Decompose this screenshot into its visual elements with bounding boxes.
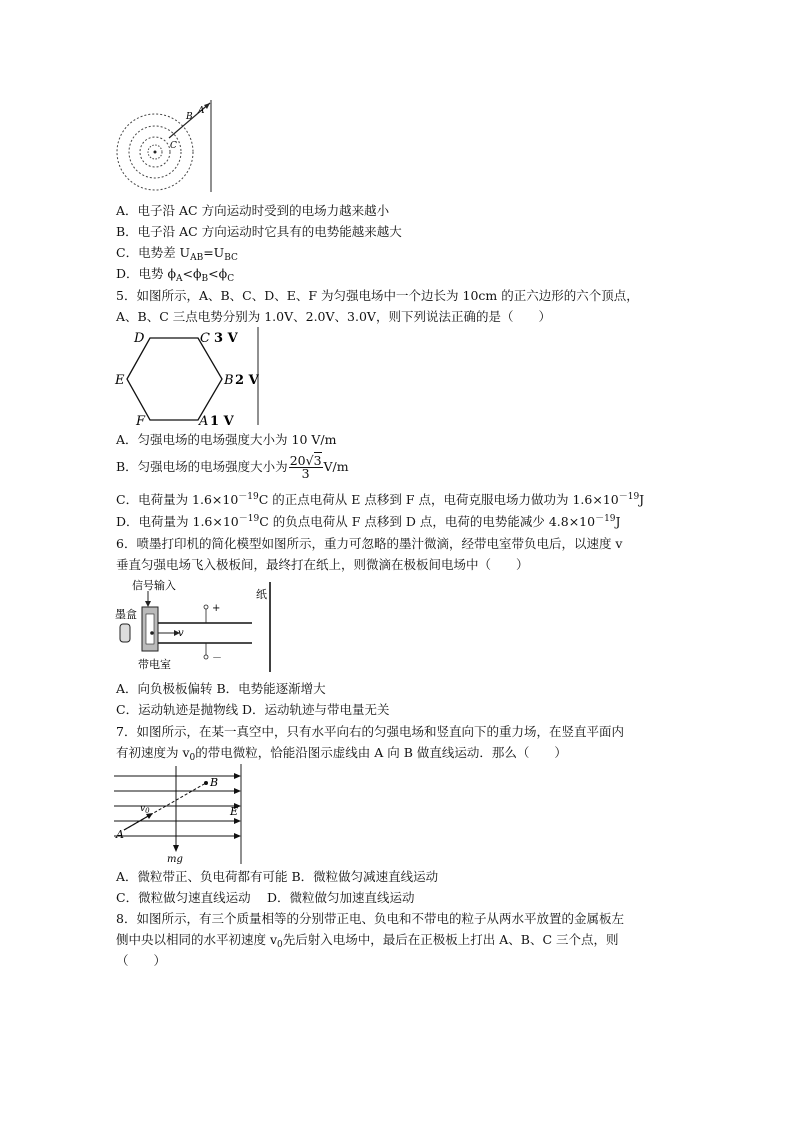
terminal [204,605,208,609]
arrow-head [145,601,151,607]
vertex-a: A [199,414,209,429]
subscript: AB [190,253,204,263]
chamber-slot [146,614,154,644]
exponent: －19 [238,514,260,524]
q7-options-ab: A．微粒带正、负电荷都有可能 B．微粒做匀减速直线运动 [116,869,439,884]
equipotential-diagram [114,100,214,195]
q6-options-cd: C．运动轨迹是抛物线 D．运动轨迹与带电量无关 [116,702,390,717]
exponent: －19 [238,492,259,502]
potential-a: 1 V [210,414,234,429]
q5-option-d [116,514,621,530]
q5-stem-line2: A、B、C 三点电势分别为 1.0V、2.0V、3.0V，则下列说法正确的是（ ） [116,309,551,324]
label-b: B [210,776,219,789]
label-a: A [116,828,124,841]
arrow-head [234,788,241,794]
vertex-c: C [200,331,210,346]
phi-symbol: ϕ [193,266,202,281]
label-minus: － [212,653,222,664]
subscript: 0 [189,753,196,763]
hexagon [127,338,222,420]
denominator: 3 [301,466,310,481]
label-velocity: v [178,628,184,639]
q7-stem-line2 [116,745,567,761]
arrow-head [234,818,241,824]
text: C 的正点电荷从 E 点移到 F 点，电荷克服电场力做功为 1.6×10 [258,492,619,507]
phi-symbol: ϕ [167,266,177,281]
coefficient: 20 [289,453,306,468]
fraction [289,455,323,480]
subscript: A [176,274,183,284]
numerator: 20√3 [289,453,322,468]
q8-stem-line1: 8．如图所示，有三个质量相等的分别带正电、负电和不带电的粒子从两水平放置的金属板左 [116,911,624,926]
q4-option-b: B．电子沿 AC 方向运动时它具有的电势能越来越大 [116,224,402,239]
exponent: －19 [595,514,616,524]
vertex-e: E [115,373,125,388]
q5-option-b [116,455,349,480]
label-e: E [230,805,239,818]
text: C．电势差 U [116,245,191,260]
figure-hexagon [114,327,262,427]
arrow-head [234,833,241,839]
text: =U [203,245,225,260]
text: D．电势 [116,266,168,281]
figure-inkjet [114,578,274,674]
text: 的带电微粒，恰能沿图示虚线由 A 向 B 做直线运动．那么（ ） [195,745,567,760]
label-ink-box: 墨盒 [115,608,137,621]
text: J [615,514,621,529]
text: 侧中央以相同的水平初速度 v [116,932,278,947]
subscript: C [227,274,235,284]
label-charging-chamber: 带电室 [138,658,171,671]
potential-c: 3 V [214,331,238,346]
terminal [204,655,208,659]
text: B．匀强电场的电场强度大小为 [116,459,288,474]
vertex-f: F [136,414,146,429]
unit: V/m [323,459,349,474]
ink-box [120,624,130,642]
subscript: 0 [277,940,283,950]
potential-b: 2 V [235,373,259,388]
figure-equipotential-circles [114,100,214,195]
ink-droplet [150,631,154,635]
label-plus: + [212,603,221,614]
center-charge [154,151,157,154]
hexagon-diagram [114,327,262,427]
subscript: 0 [145,807,150,815]
vertex-d: D [134,331,145,346]
subscript: B [201,274,209,284]
arrow-head [173,845,179,852]
text: v [140,804,146,814]
q4-option-d [116,266,234,282]
q8-stem-line3: （ ） [116,953,167,968]
label-b: B [186,112,193,122]
text: 有初速度为 v [116,745,190,760]
less-than: < [182,266,194,281]
phi-symbol: ϕ [218,266,228,281]
text: 先后射入电场中，最后在正极板上打出 A、B、C 三个点，则 [282,932,619,947]
q6-stem-line1: 6．喷墨打印机的简化模型如图所示，重力可忽略的墨汁微滴，经带电室带负电后，以速度 v [116,536,623,551]
radicand: 3 [313,453,322,468]
q4-option-c [116,245,238,261]
q6-options-ab: A．向负极板偏转 B．电势能逐渐增大 [116,681,326,696]
label-paper: 纸 [256,588,267,601]
less-than: < [208,266,219,281]
field-diagram [114,764,244,864]
text: J [639,492,645,507]
label-c: C [170,141,177,151]
exponent: －19 [618,492,640,502]
q7-options-cd: C．微粒做匀速直线运动 D．微粒做匀加速直线运动 [116,890,415,905]
arrow-head [234,773,241,779]
q8-stem-line2 [116,932,619,948]
figure-field-particle [114,764,244,864]
text: C 的负点电荷从 F 点移到 D 点，电荷的电势能减少 4.8×10 [259,514,596,529]
q4-option-a: A．电子沿 AC 方向运动时受到的电场力越来越小 [116,203,390,218]
text: D．电荷量为 1.6×10 [116,514,239,529]
q5-stem-line1: 5．如图所示，A、B、C、D、E、F 为匀强电场中一个边长为 10cm 的正六边形的六个顶点， [116,288,639,303]
text: C．电荷量为 1.6×10 [116,492,239,507]
q7-stem-line1: 7．如图所示，在某一真空中，只有水平向右的匀强电场和竖直向下的重力场，在竖直平面内 [116,724,624,739]
v0-arrow [124,815,150,830]
label-signal-input: 信号输入 [132,579,176,592]
label-a: A [198,106,205,116]
inkjet-diagram [114,578,274,674]
label-mg: mg [167,854,183,865]
q5-option-c [116,492,644,508]
vertex-b: B [224,373,234,388]
q5-option-a: A．匀强电场的电场强度大小为 10 V/m [116,432,337,447]
subscript: BC [224,253,238,263]
q6-stem-line2: 垂直匀强电场飞入极板间，最终打在纸上，则微滴在极板间电场中（ ） [116,557,529,572]
point-b [204,781,208,785]
